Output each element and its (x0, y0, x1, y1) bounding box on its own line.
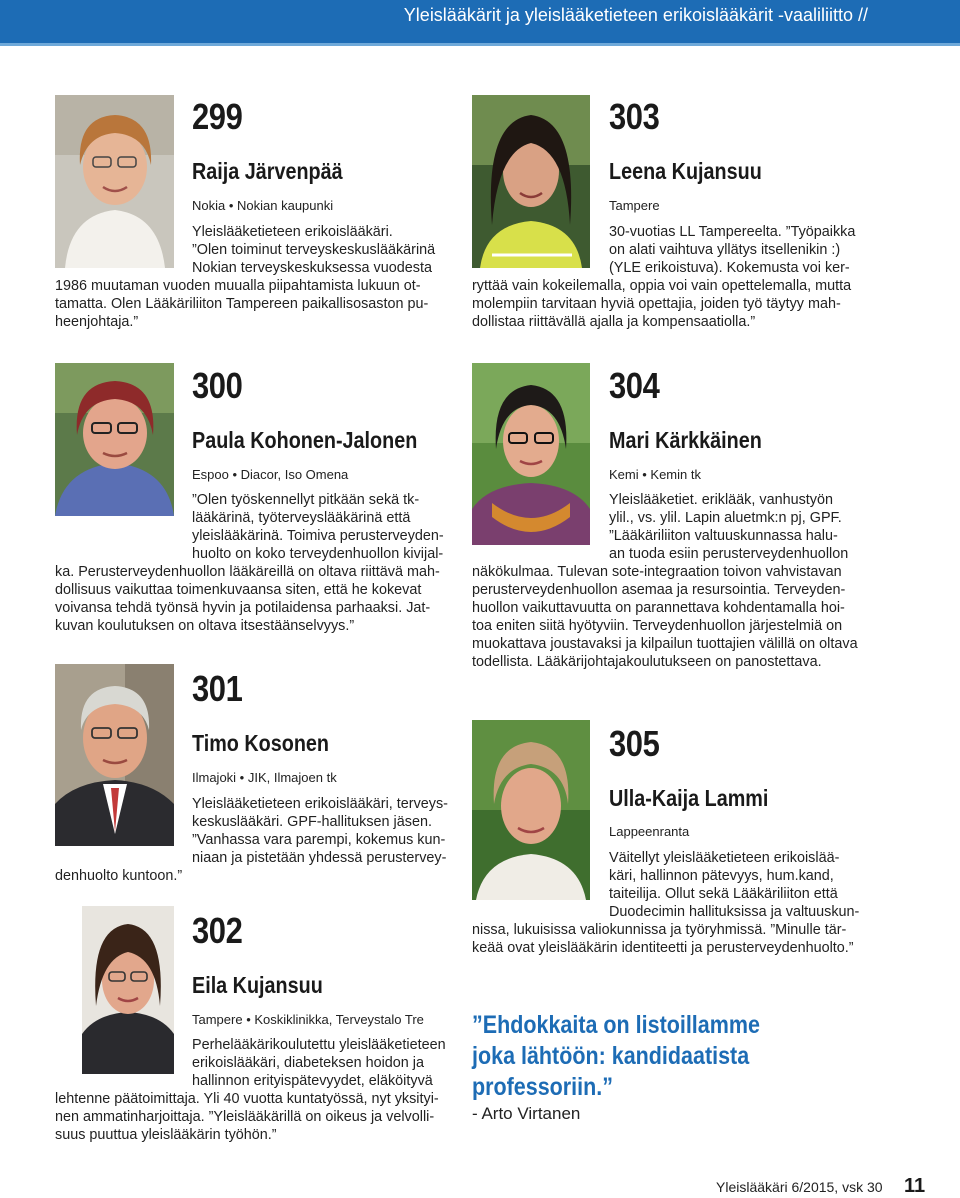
bio-line: keää ovat yleislääkärin identiteetti ja perusterveydenhuolto.” (472, 940, 854, 956)
bio-line: Nokian terveyskeskuksessa vuodesta (192, 260, 432, 276)
candidate-number: 302 (192, 910, 243, 951)
bio-line: ”Lääkäriliiton valtuuskunnassa halu- (609, 528, 838, 544)
candidate-photo-299 (55, 95, 174, 268)
candidate-number: 304 (609, 365, 660, 406)
bio-line: Yleislääketiet. eriklääk, vanhustyön (609, 492, 833, 508)
candidate-photo-305 (472, 720, 590, 900)
candidate-name: Paula Kohonen-Jalonen (192, 427, 418, 453)
candidate-location: Lappeenranta (609, 824, 690, 839)
candidate-location: Tampere (609, 198, 660, 213)
bio-line: voivansa tehdä työnsä hyvin ja potilaidensa parhaaksi. Jat- (55, 600, 431, 616)
bio-line: huollon vaikuttavuutta on parannettava kohdentamalla hoi- (472, 600, 845, 616)
bio-line: käri, hallinnon pätevyys, hum.kand, (609, 868, 834, 884)
bio-line: keskuslääkäri. GPF-hallituksen jäsen. (192, 814, 432, 830)
candidate-number: 300 (192, 365, 243, 406)
bio-line: ”Olen toiminut terveyskeskuslääkärinä (192, 242, 436, 258)
bio-line: muokattava joustavaksi ja kilpailun tuottajien välillä on oltava (472, 636, 858, 652)
bio-line: dollisuus vaikuttaa toimenkuvaansa siten, että he kokevat (55, 582, 422, 598)
candidate-location: Tampere • Koskiklinikka, Terveystalo Tre (192, 1012, 424, 1027)
bio-line: hallinnon erityispätevyydet, eläköityvä (192, 1073, 433, 1089)
header-bar (0, 0, 960, 43)
candidate-number: 301 (192, 668, 243, 709)
candidate-location: Ilmajoki • JIK, Ilmajoen tk (192, 770, 337, 785)
candidate-name: Ulla-Kaija Lammi (609, 785, 769, 811)
candidate-location: Espoo • Diacor, Iso Omena (192, 467, 349, 482)
candidate-name: Eila Kujansuu (192, 972, 323, 998)
candidate-name: Raija Järvenpää (192, 158, 343, 184)
bio-line: erikoislääkäri, diabeteksen hoidon ja (192, 1055, 424, 1071)
candidate-location: Nokia • Nokian kaupunki (192, 198, 334, 213)
bio-line: Perhelääkärikoulutettu yleislääketieteen (192, 1037, 446, 1053)
bio-line: Väitellyt yleislääketieteen erikoislää- (609, 850, 840, 866)
candidate-photo-300 (55, 363, 174, 516)
candidate-name: Mari Kärkkäinen (609, 427, 762, 453)
pull-quote-line: ”Ehdokkaita on listoillamme (472, 1011, 760, 1039)
bio-line: todellista. Lääkärijohtajakoulutukseen on panostettava. (472, 654, 822, 670)
bio-line: Yleislääketieteen erikoislääkäri. (192, 224, 393, 240)
candidate-number: 299 (192, 96, 243, 137)
footer-magazine: Yleislääkäri 6/2015, vsk 30 (716, 1179, 883, 1195)
bio-line: perusterveydenhuollon asemaa ja resursointia. Terveyden- (472, 582, 846, 598)
bio-line: yleislääkärinä. Toimiva perusterveyden- (192, 528, 444, 544)
bio-line: tamatta. Olen Lääkäriliiton Tampereen paikallisosaston pu- (55, 296, 429, 312)
bio-line: Yleislääketieteen erikoislääkäri, terveys- (192, 796, 448, 812)
page-number: 11 (904, 1175, 926, 1197)
pull-quote-author: - Arto Virtanen (472, 1104, 581, 1123)
header-title: Yleislääkärit ja yleislääketieteen erikoislääkärit -vaaliliitto // (403, 5, 868, 25)
bio-line: (YLE erikoistuva). Kokemusta voi ker- (609, 260, 850, 276)
bio-line: denhuolto kuntoon.” (55, 868, 183, 884)
header-divider (0, 43, 960, 46)
bio-line: taiteilija. Ollut sekä Lääkäriliiton että (609, 886, 838, 902)
candidate-photo-303 (472, 95, 590, 268)
candidate-photo-301 (55, 664, 174, 846)
pull-quote-line: professoriin.” (472, 1073, 613, 1101)
bio-line: Duodecimin hallituksissa ja valtuuskun- (609, 904, 860, 920)
bio-line: huolto on koko terveydenhuollon kivijal- (192, 546, 444, 562)
bio-line: ”Vanhassa vara parempi, kokemus kun- (192, 832, 446, 848)
bio-line: toa eniten siitä hyötyviin. Terveydenhuollon järjestelmiä on (472, 618, 843, 634)
bio-line: ka. Perusterveydenhuollon lääkäreillä on oltava riittävä mah- (55, 564, 440, 580)
candidate-name: Timo Kosonen (192, 730, 330, 756)
bio-line: ryttää vain kokeilemalla, oppia voi vain opettelemalla, mutta (472, 278, 852, 294)
bio-line: kuvan koulutuksen on oltava itsestäänselvyys.” (55, 618, 355, 634)
candidate-location: Kemi • Kemin tk (609, 467, 701, 482)
bio-line: nissa, lukuisissa valiokunnissa ja työryhmissä. ”Minulle tär- (472, 922, 847, 938)
bio-line: heenjohtaja.” (55, 314, 139, 330)
bio-line: 30-vuotias LL Tampereelta. ”Työpaikka (609, 224, 856, 240)
bio-line: suus puuttua yleislääkärin työhön.” (55, 1127, 277, 1143)
bio-line: ylil., vs. ylil. Lapin aluetmk:n pj, GPF. (609, 510, 842, 526)
pull-quote-line: joka lähtöön: kandidaatista (472, 1042, 750, 1070)
bio-line: on alati vaihtuva yllätys itsellenikin :) (609, 242, 841, 258)
bio-line: lehtenne päätoimittaja. Yli 40 vuotta kuntatyössä, nyt yksityi- (55, 1091, 439, 1107)
bio-line: niaan ja pistetään yhdessä perustervey- (192, 850, 447, 866)
bio-line: lääkärinä, työterveyslääkärinä että (192, 510, 411, 526)
bio-line: an tuoda esiin perusterveydenhuollon (609, 546, 849, 562)
bio-line: molempiin tarvitaan hyviä opettajia, joiden työ täytyy mah- (472, 296, 841, 312)
bio-line: 1986 muutaman vuoden muualla piipahtamista lukuun ot- (55, 278, 421, 294)
candidate-name: Leena Kujansuu (609, 158, 762, 184)
candidate-photo-304 (472, 363, 590, 545)
bio-line: näkökulmaa. Tulevan sote-integraation toivon vahvistavan (472, 564, 842, 580)
bio-line: ”Olen työskennellyt pitkään sekä tk- (192, 492, 420, 508)
candidate-photo-302 (82, 906, 174, 1074)
candidate-number: 305 (609, 723, 660, 764)
candidate-number: 303 (609, 96, 660, 137)
bio-line: nen ammatinharjoittaja. ”Yleislääkärillä on oikeus ja velvolli- (55, 1109, 435, 1125)
bio-line: dollistaa riittävällä ajalla ja kompensaatiolla.” (472, 314, 756, 330)
